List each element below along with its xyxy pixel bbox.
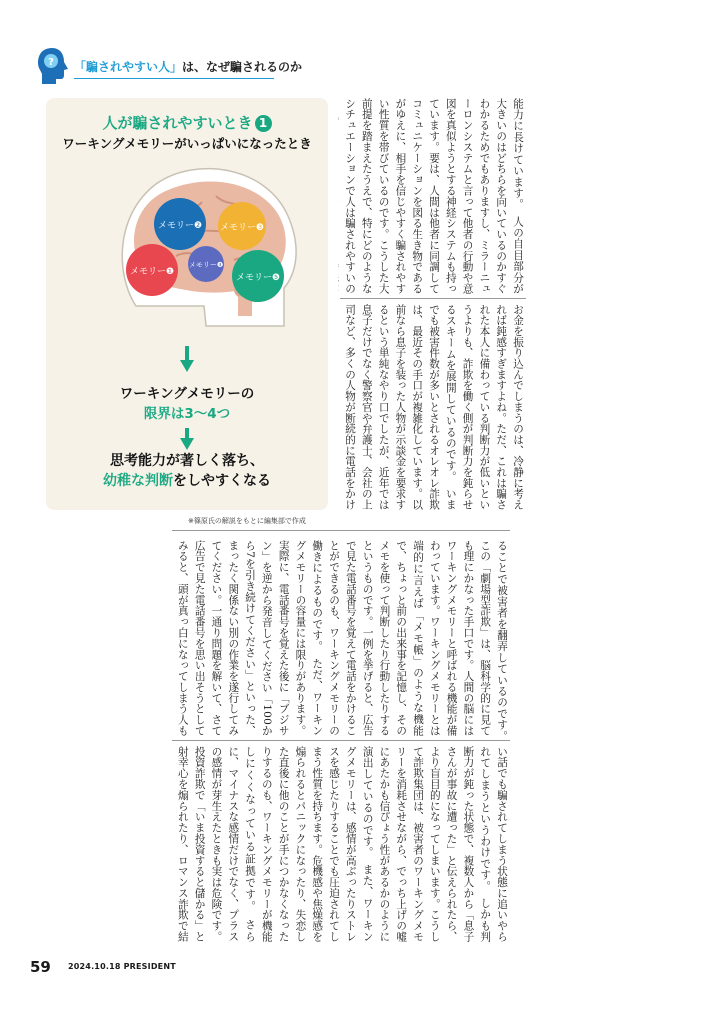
figure-title-number: 1 <box>255 115 272 132</box>
column-divider <box>172 740 510 741</box>
memory-3-label: メモリー❸ <box>219 223 265 233</box>
result-line-2: 限界は3〜4つ <box>143 406 231 422</box>
brain-illustration <box>106 156 306 336</box>
figure-panel <box>46 98 328 510</box>
page-number: 59 <box>30 958 51 976</box>
section-header-highlight: 「騙されやすい人」 <box>74 60 183 74</box>
conclusion-line-1: 思考能力が著しく落ち、 <box>110 453 264 469</box>
text-block-lower-left: い話でも騙されてしまう状態に追いやられてしまうというわけです。 しかも判断力が鈍った状態で、複数人から「息子さんが事故に遭った」と伝えられたら、より盲目的になってしまいます。こうして詐欺集団は、被害者のワーキングメモリーを消耗させながら、でっち上げの嘘にあたかも信ぴょう性があるかのように演出しているのです。 また、ワーキングメモリーは、感情が高ぶったりストレスを感じたりすることでも圧迫されてしまう性質を持ちます。危機感や焦燥感を煽られるとパニックになったり、失恋した直後に他のことが手につかなくなったりするのも、ワーキングメモリーが機能しにくくなっている証拠です。 さらに、マイナスな感情だけでなく、プラスの感情が芽生えたときも実は危険です。投資詐欺で「いま投資すると儲かる」と射幸心を煽られたり、ロマンス詐欺で結 <box>176 746 508 942</box>
text-block-upper-left: お金を振り込んでしまうのは、冷静に考えれば鈍感すぎますよね。ただ、これは騙された本人に備わっている判断力が低いというよりも、詐欺を働く側が判断力を鈍らせるスキームを展開しているのです。 いまでも被害件数が多いとされるオレオレ詐欺は、最近その手口が複雑化しています。以前なら息子を装った人物が示談金を要求するという単純なやり口でしたが、近年では息子だけでなく警察官や弁護士、会社の上司など、多くの人物が断続的に電話をかけ <box>344 304 524 510</box>
figure-note: ※篠原氏の解説をもとに編集部で作成 <box>188 517 306 525</box>
section-header-rest: は、なぜ騙されるのか <box>182 60 303 74</box>
text-block-lower-right: ることで被害者を翻弄しているのです。 この「劇場型詐欺」は、脳科学的に見ても理にかなった手口です。人間の脳にはワーキングメモリーと呼ばれる機能が備わっています。ワーキングメモリーとは端的に言えば「メモ帳」のような機能で、ちょっと前の出来事を記憶し、そのメモを使って判断したり行動したりするというものです。一例を挙げると、広告で見た電話番号を覚えて電話をかけることができるのも、ワーキングメモリーの働きによるものです。 ただ、ワーキングメモリーの容量には限りがあります。実際に、電話番号を覚えた後に「ブジサン」を逆から発音してください「100から7を引き続けてください」といった、まったく関係ない別の作業を遂行してみてください。一通り問題を解いて、さて広告で見た電話番号を思い出そうとしてみると、頭が真っ白になってしまう人も <box>176 540 508 736</box>
conclusion-highlight: 幼稚な判断 <box>103 473 173 489</box>
svg-text:?: ? <box>48 57 54 68</box>
head-silhouette-icon <box>36 46 70 86</box>
conclusion-line-2 <box>46 470 328 490</box>
header-rule <box>74 78 274 79</box>
figure-subtitle: ワーキングメモリーがいっぱいになったとき <box>62 136 312 151</box>
text-block-upper-right: 能力に長けています。 人の自目部分が大きいのはどちらを向いているのかすぐわかるためでもありますし、ミラーニューロンシステムと言って他者の行動や意図を真似ようとする神経システムも持っています。要は、人間は他者に同調してコミュニケーションを図る生き物であるがゆえに、相手を信じやすく騙されやすい性質を帯びているのです。こうした大前提を踏まえたうえで、特にどのようなシチュエーションで人は騙されやすいの <box>344 98 524 294</box>
figure-title-text: 人が騙されやすいとき <box>102 114 253 132</box>
arrow-down-icon <box>180 346 194 372</box>
issue-info: 2024.10.18 PRESIDENT <box>68 962 176 971</box>
memory-4-label: メモリー❹ <box>188 261 224 269</box>
result-line-1: ワーキングメモリーの <box>119 386 255 402</box>
conclusion-rest: をしやすくなる <box>173 473 271 489</box>
memory-1-label: メモリー❶ <box>129 267 175 277</box>
column-divider <box>172 530 510 531</box>
column-divider <box>340 298 526 299</box>
memory-5-label: メモリー❺ <box>235 273 281 283</box>
memory-2-label: メモリー❷ <box>157 221 203 231</box>
figure-title <box>46 112 328 133</box>
section-header <box>74 58 302 75</box>
arrow-down-icon <box>180 428 194 450</box>
